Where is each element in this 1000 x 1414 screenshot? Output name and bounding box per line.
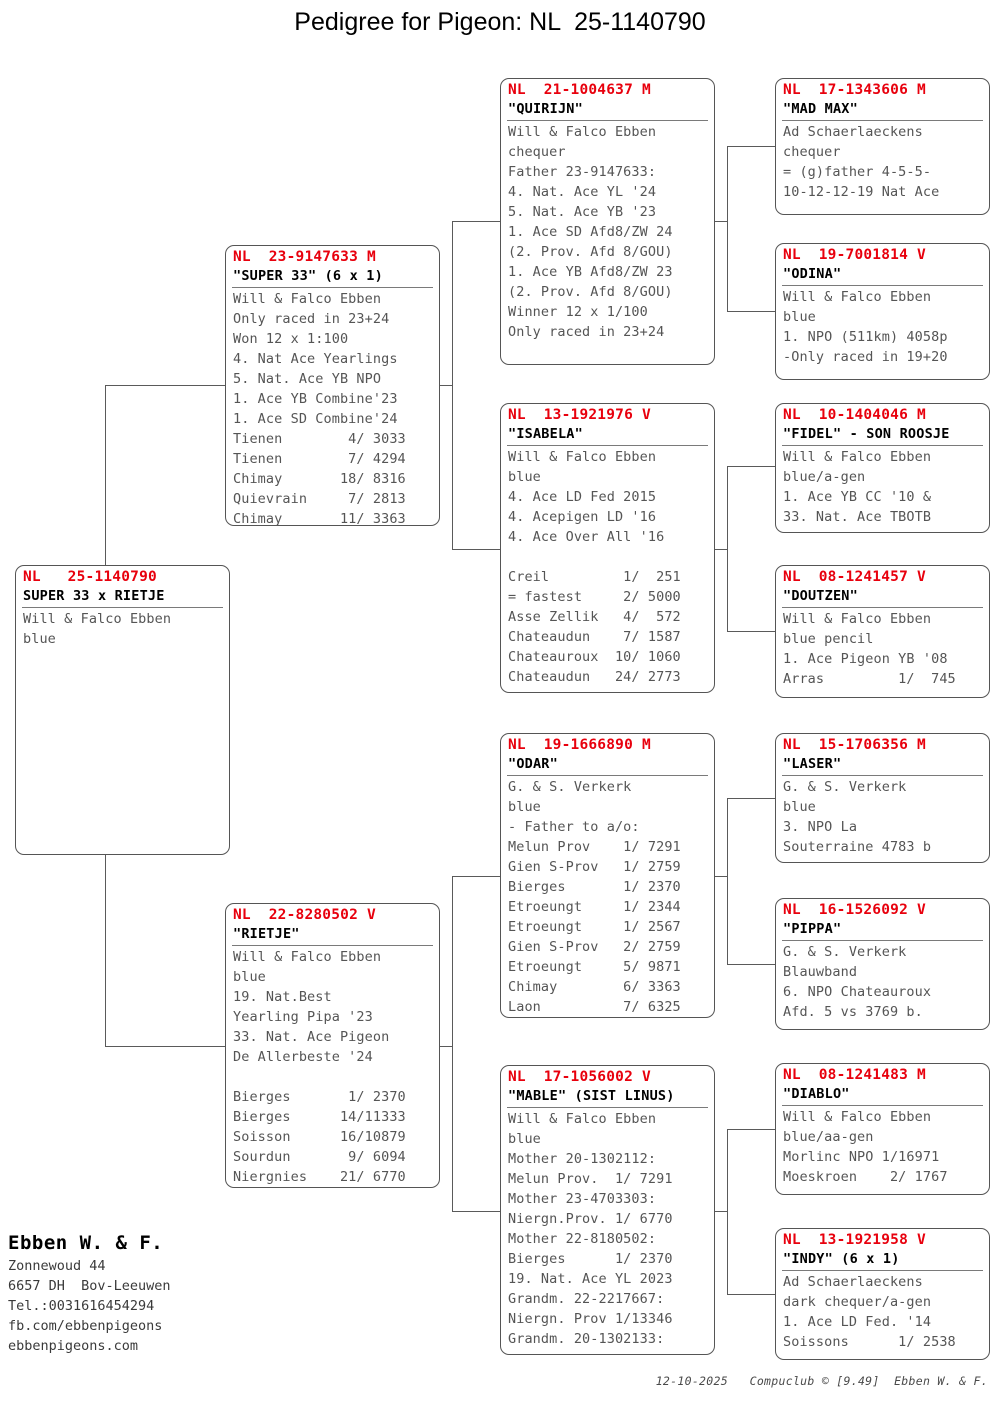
detail-line: Niergn.Prov. 1/ 6770 — [508, 1211, 673, 1227]
gen2-box-quirijn[interactable] — [500, 78, 715, 365]
detail-line: 1. Ace LD Fed. '14 — [783, 1314, 932, 1330]
detail-line: Bierges 1/ 2370 — [508, 1251, 673, 1267]
gen1-dam-box[interactable] — [225, 903, 440, 1188]
detail-line: Will & Falco Ebben — [508, 1111, 657, 1127]
gen1-dam-name: "RIETJE" — [233, 926, 300, 942]
detail-line: Will & Falco Ebben — [783, 289, 932, 305]
detail-line: Chateauroux 10/ 1060 — [508, 649, 681, 665]
detail-line: 1. Ace YB Afd8/ZW 23 — [508, 264, 673, 280]
detail-line: - Father to a/o: — [508, 819, 640, 835]
detail-line: 1. Ace SD Combine'24 — [233, 411, 398, 427]
detail-line: Bierges 1/ 2370 — [233, 1089, 406, 1105]
gen3-indy-name: "INDY" (6 x 1) — [783, 1251, 900, 1267]
connector-dam-to-gs — [452, 876, 500, 877]
detail-line: Will & Falco Ebben — [508, 124, 657, 140]
detail-line: (2. Prov. Afd 8/GOU) — [508, 284, 673, 300]
connector-dam-to-gd — [452, 1211, 500, 1212]
connector-sire-stub — [438, 385, 452, 386]
gen2-box-odar[interactable] — [500, 733, 715, 1018]
connector-g2a-vertical — [727, 146, 728, 312]
subject-name: SUPER 33 x RIETJE — [23, 588, 165, 604]
breeder-address-line: 6657 DH Bov-Leeuwen — [8, 1278, 171, 1294]
gen3-odina-details — [776, 286, 989, 371]
detail-line: blue — [233, 969, 266, 985]
detail-line: Etroeungt 1/ 2344 — [508, 899, 681, 915]
gen3-box-madmax[interactable] — [775, 78, 990, 215]
detail-line: 5. Nat. Ace YB '23 — [508, 204, 657, 220]
gen3-odina-header — [776, 244, 989, 284]
detail-line: G. & S. Verkerk — [508, 779, 632, 795]
gen3-fidel-details — [776, 446, 989, 531]
connector-g2b-vertical — [727, 466, 728, 631]
connector-g2a-to-bot — [727, 311, 775, 312]
detail-line: Niergnies 21/ 6770 — [233, 1169, 406, 1185]
gen3-fidel-header — [776, 404, 989, 444]
gen3-diablo-header — [776, 1064, 989, 1104]
detail-line: (2. Prov. Afd 8/GOU) — [508, 244, 673, 260]
gen3-doutzen-ring-number: NL 08-1241457 V — [783, 569, 926, 585]
detail-line: Mother 22-8180502: — [508, 1231, 657, 1247]
gen2-odar-ring-number: NL 19-1666890 M — [508, 737, 651, 753]
connector-g2d-to-top — [727, 1129, 775, 1130]
connector-g2c-to-bot — [727, 964, 775, 965]
gen2-isabela-details — [501, 446, 714, 691]
detail-line: Father 23-9147633: — [508, 164, 657, 180]
gen3-madmax-details — [776, 121, 989, 206]
detail-line: 19. Nat. Ace YL 2023 — [508, 1271, 673, 1287]
detail-line: Ad Schaerlaeckens — [783, 124, 923, 140]
subject-header — [16, 566, 229, 606]
detail-line: blue — [23, 631, 56, 647]
detail-line: chequer — [508, 144, 566, 160]
detail-line: Afd. 5 vs 3769 b. — [783, 1004, 923, 1020]
detail-line: Winner 12 x 1/100 — [508, 304, 648, 320]
detail-line: Will & Falco Ebben — [508, 449, 657, 465]
subject-box[interactable] — [15, 565, 230, 855]
gen3-pippa-name: "PIPPA" — [783, 921, 842, 937]
gen3-doutzen-header — [776, 566, 989, 606]
detail-line: Bierges 14/11333 — [233, 1109, 406, 1125]
detail-line: 1. Ace SD Afd8/ZW 24 — [508, 224, 673, 240]
detail-line: Won 12 x 1:100 — [233, 331, 349, 347]
gen2-isabela-header — [501, 404, 714, 444]
gen3-diablo-details — [776, 1106, 989, 1191]
gen2-mable-ring-number: NL 17-1056002 V — [508, 1069, 651, 1085]
detail-line: 1. Ace YB CC '10 & — [783, 489, 932, 505]
gen3-box-diablo[interactable] — [775, 1063, 990, 1195]
detail-line: Tienen 4/ 3033 — [233, 431, 406, 447]
gen2-mable-details — [501, 1108, 714, 1353]
detail-line: Gien S-Prov 2/ 2759 — [508, 939, 681, 955]
detail-line — [233, 1067, 432, 1087]
gen3-odina-ring-number: NL 19-7001814 V — [783, 247, 926, 263]
detail-line: blue pencil — [783, 631, 874, 647]
breeder-name: Ebben W. & F. — [8, 1232, 164, 1254]
detail-line: Will & Falco Ebben — [233, 291, 382, 307]
gen1-sire-name: "SUPER 33" (6 x 1) — [233, 268, 383, 284]
gen3-fidel-name: "FIDEL" - SON ROOSJE — [783, 426, 950, 442]
gen2-odar-details — [501, 776, 714, 1018]
gen3-madmax-name: "MAD MAX" — [783, 101, 858, 117]
gen1-dam-details — [226, 946, 439, 1188]
gen3-diablo-name: "DIABLO" — [783, 1086, 850, 1102]
gen1-dam-ring-number: NL 22-8280502 V — [233, 907, 376, 923]
detail-line: Only raced in 23+24 — [233, 311, 390, 327]
connector-subject-to-sire — [105, 385, 225, 386]
detail-line: 4. Acepigen LD '16 — [508, 509, 657, 525]
breeder-block — [8, 1230, 308, 1356]
detail-line: 1. Ace YB Combine'23 — [233, 391, 398, 407]
gen3-pippa-details — [776, 941, 989, 1026]
detail-line: 33. Nat. Ace Pigeon — [233, 1029, 390, 1045]
footer-credit: 12-10-2025 Compuclub © [9.49] Ebben W. & F. — [655, 1374, 988, 1388]
detail-line: Etroeungt 5/ 9871 — [508, 959, 681, 975]
detail-line: Bierges 1/ 2370 — [508, 879, 681, 895]
detail-line: Grandm. 22-2217667: — [508, 1291, 665, 1307]
detail-line: G. & S. Verkerk — [783, 779, 907, 795]
detail-line: 10-12-12-19 Nat Ace — [783, 184, 940, 200]
gen3-doutzen-name: "DOUTZEN" — [783, 588, 858, 604]
connector-g2d-vertical — [727, 1129, 728, 1294]
detail-line: 19. Nat.Best — [233, 989, 332, 1005]
detail-line: blue/aa-gen — [783, 1129, 874, 1145]
detail-line: chequer — [783, 144, 841, 160]
detail-line: 1. NPO (511km) 4058p — [783, 329, 948, 345]
detail-line: Quievrain 7/ 2813 — [233, 491, 406, 507]
detail-line: blue — [508, 469, 541, 485]
gen3-odina-name: "ODINA" — [783, 266, 842, 282]
breeder-facebook[interactable]: fb.com/ebbenpigeons — [8, 1318, 163, 1334]
gen3-fidel-ring-number: NL 10-1404046 M — [783, 407, 926, 423]
gen3-laser-name: "LASER" — [783, 756, 842, 772]
gen3-box-fidel[interactable] — [775, 403, 990, 533]
detail-line: Blauwband — [783, 964, 858, 980]
gen1-sire-ring-number: NL 23-9147633 M — [233, 249, 376, 265]
gen3-madmax-ring-number: NL 17-1343606 M — [783, 82, 926, 98]
gen3-laser-ring-number: NL 15-1706356 M — [783, 737, 926, 753]
detail-line: Will & Falco Ebben — [23, 611, 172, 627]
connector-g2d-to-bot — [727, 1294, 775, 1295]
subject-ring-number: NL 25-1140790 — [23, 569, 157, 585]
detail-line: Tienen 7/ 4294 — [233, 451, 406, 467]
detail-line: 4. Nat. Ace YL '24 — [508, 184, 657, 200]
detail-line: Grandm. 20-1302133: — [508, 1331, 665, 1347]
connector-dam-stub — [438, 1046, 452, 1047]
detail-line: Will & Falco Ebben — [783, 611, 932, 627]
detail-line: Ad Schaerlaeckens — [783, 1274, 923, 1290]
gen3-box-doutzen[interactable] — [775, 565, 990, 698]
connector-g2a-stub — [713, 221, 727, 222]
detail-line: Soissons 1/ 2538 — [783, 1334, 956, 1350]
gen3-doutzen-details — [776, 608, 989, 693]
gen3-pippa-header — [776, 899, 989, 939]
detail-line: Only raced in 23+24 — [508, 324, 665, 340]
subject-details — [16, 608, 229, 653]
detail-line: 3. NPO La — [783, 819, 858, 835]
gen3-laser-details — [776, 776, 989, 861]
gen3-madmax-header — [776, 79, 989, 119]
detail-line: Yearling Pipa '23 — [233, 1009, 373, 1025]
detail-line: blue — [508, 799, 541, 815]
connector-sire-vertical — [452, 221, 453, 550]
gen3-indy-details — [776, 1271, 989, 1356]
detail-line: = (g)father 4-5-5- — [783, 164, 932, 180]
breeder-phone: Tel.:0031616454294 — [8, 1298, 155, 1314]
detail-line: 6. NPO Chateauroux — [783, 984, 932, 1000]
connector-subject-to-dam — [105, 1046, 225, 1047]
gen2-mable-name: "MABLE" (SIST LINUS) — [508, 1088, 675, 1104]
detail-line: Will & Falco Ebben — [783, 449, 932, 465]
detail-line: Sourdun 9/ 6094 — [233, 1149, 406, 1165]
detail-line: blue/a-gen — [783, 469, 866, 485]
connector-g2b-to-bot — [727, 631, 775, 632]
breeder-website[interactable]: ebbenpigeons.com — [8, 1338, 139, 1354]
gen2-isabela-name: "ISABELA" — [508, 426, 583, 442]
detail-line: 33. Nat. Ace TBOTB — [783, 509, 932, 525]
gen3-indy-ring-number: NL 13-1921958 V — [783, 1232, 926, 1248]
gen3-box-odina[interactable] — [775, 243, 990, 380]
detail-line: Etroeungt 1/ 2567 — [508, 919, 681, 935]
detail-line: -Only raced in 19+20 — [783, 349, 948, 365]
detail-line: Chimay 18/ 8316 — [233, 471, 406, 487]
detail-line: Chimay 11/ 3363 — [233, 511, 406, 526]
detail-line: Gien S-Prov 1/ 2759 — [508, 859, 681, 875]
detail-line — [508, 547, 707, 567]
connector-g2d-stub — [713, 1211, 727, 1212]
breeder-address-line: Zonnewoud 44 — [8, 1258, 106, 1274]
detail-line: Soisson 16/10879 — [233, 1129, 406, 1145]
detail-line: Mother 23-4703303: — [508, 1191, 657, 1207]
gen1-dam-header — [226, 904, 439, 944]
detail-line: 5. Nat. Ace YB NPO — [233, 371, 382, 387]
gen2-mable-header — [501, 1066, 714, 1106]
detail-line: Souterraine 4783 b — [783, 839, 932, 855]
detail-line: Chimay 6/ 3363 — [508, 979, 681, 995]
gen1-sire-box[interactable] — [225, 245, 440, 526]
gen1-sire-details — [226, 288, 439, 526]
connector-g2b-to-top — [727, 466, 775, 467]
detail-line: G. & S. Verkerk — [783, 944, 907, 960]
gen2-quirijn-name: "QUIRIJN" — [508, 101, 583, 117]
detail-line: Arras 1/ 745 — [783, 671, 956, 687]
detail-line: Moeskroen 2/ 1767 — [783, 1169, 948, 1185]
detail-line: Chateaudun 7/ 1587 — [508, 629, 681, 645]
detail-line: 4. Nat Ace Yearlings — [233, 351, 398, 367]
gen3-diablo-ring-number: NL 08-1241483 M — [783, 1067, 926, 1083]
gen3-box-indy[interactable] — [775, 1228, 990, 1360]
gen2-quirijn-ring-number: NL 21-1004637 M — [508, 82, 651, 98]
gen2-box-isabela[interactable] — [500, 403, 715, 693]
connector-sire-to-gd — [452, 549, 500, 550]
detail-line: 1. Ace Pigeon YB '08 — [783, 651, 948, 667]
gen3-indy-header — [776, 1229, 989, 1269]
gen3-pippa-ring-number: NL 16-1526092 V — [783, 902, 926, 918]
gen3-laser-header — [776, 734, 989, 774]
detail-line: Mother 20-1302112: — [508, 1151, 657, 1167]
detail-line: blue — [783, 799, 816, 815]
gen2-quirijn-details — [501, 121, 714, 346]
detail-line: blue — [508, 1131, 541, 1147]
detail-line: Melun Prov. 1/ 7291 — [508, 1171, 673, 1187]
detail-line: = fastest 2/ 5000 — [508, 589, 681, 605]
connector-dam-vertical — [452, 876, 453, 1211]
detail-line: Laon 7/ 6325 — [508, 999, 681, 1015]
gen2-quirijn-header — [501, 79, 714, 119]
connector-g2a-to-top — [727, 146, 775, 147]
detail-line: Melun Prov 1/ 7291 — [508, 839, 681, 855]
connector-g2c-vertical — [727, 798, 728, 964]
detail-line: 4. Ace LD Fed 2015 — [508, 489, 657, 505]
detail-line: Chateaudun 24/ 2773 — [508, 669, 681, 685]
gen2-box-mable[interactable] — [500, 1065, 715, 1355]
detail-line: dark chequer/a-gen — [783, 1294, 932, 1310]
gen3-box-laser[interactable] — [775, 733, 990, 863]
connector-g2b-stub — [713, 549, 727, 550]
gen1-sire-header — [226, 246, 439, 286]
detail-line: De Allerbeste '24 — [233, 1049, 373, 1065]
gen2-odar-name: "ODAR" — [508, 756, 558, 772]
detail-line: Creil 1/ 251 — [508, 569, 681, 585]
connector-g2c-to-top — [727, 798, 775, 799]
gen2-odar-header — [501, 734, 714, 774]
detail-line: Asse Zellik 4/ 572 — [508, 609, 681, 625]
detail-line: Will & Falco Ebben — [233, 949, 382, 965]
connector-sire-to-gs — [452, 221, 500, 222]
gen3-box-pippa[interactable] — [775, 898, 990, 1030]
detail-line: blue — [783, 309, 816, 325]
detail-line: Morlinc NPO 1/16971 — [783, 1149, 940, 1165]
gen2-isabela-ring-number: NL 13-1921976 V — [508, 407, 651, 423]
detail-line: Will & Falco Ebben — [783, 1109, 932, 1125]
page-title: Pedigree for Pigeon: NL 25-1140790 — [294, 8, 706, 36]
connector-g2c-stub — [713, 876, 727, 877]
detail-line: Niergn. Prov 1/13346 — [508, 1311, 673, 1327]
detail-line: 4. Ace Over All '16 — [508, 529, 665, 545]
